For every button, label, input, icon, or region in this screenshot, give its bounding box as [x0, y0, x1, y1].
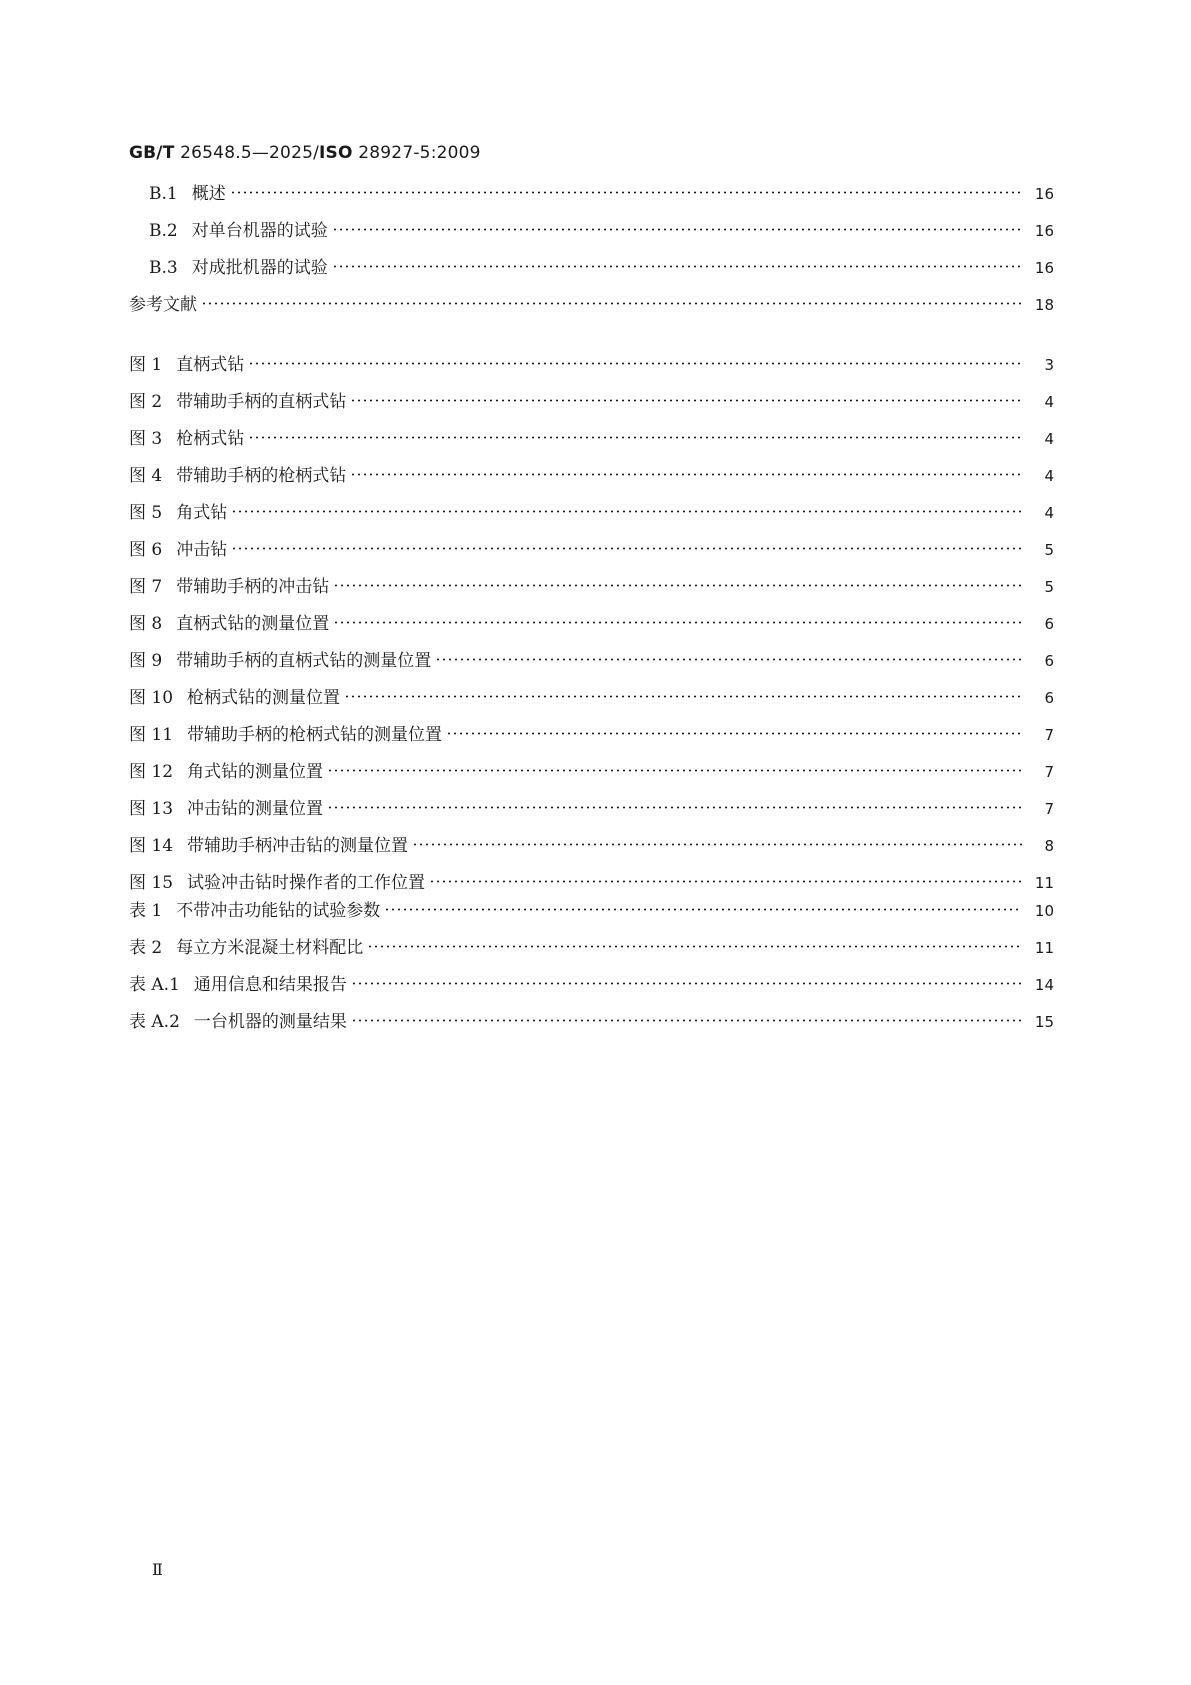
toc-entry-label	[129, 347, 248, 384]
toc-dot-leader	[446, 732, 1022, 735]
toc-entry-title: 每立方米混凝土材料配比	[176, 938, 364, 958]
toc-entry[interactable]	[129, 754, 1054, 791]
toc-dot-leader	[344, 695, 1022, 698]
toc-dot-leader	[351, 982, 1022, 985]
toc-entry[interactable]	[129, 532, 1054, 569]
toc-entry-page: 6	[1044, 652, 1054, 670]
toc-dot-leader	[384, 908, 1022, 911]
toc-dot-leader	[248, 436, 1022, 439]
toc-entry[interactable]	[129, 828, 1054, 865]
toc-entry-title: 概述	[191, 184, 226, 204]
toc-entry-number: 图 13	[129, 799, 174, 819]
toc-figures-section	[129, 347, 1054, 902]
toc-entry-number: 表 A.1	[129, 975, 180, 995]
toc-entry-page: 16	[1034, 222, 1054, 240]
toc-entry[interactable]	[129, 893, 1054, 930]
toc-entry-title: 带辅助手柄的枪柄式钻的测量位置	[187, 725, 443, 745]
toc-entry[interactable]	[129, 176, 1054, 213]
toc-entry-page: 5	[1044, 541, 1054, 559]
toc-entry-number: 图 11	[129, 725, 174, 745]
toc-entry-number: 图 14	[129, 836, 174, 856]
toc-entry-page: 4	[1044, 467, 1054, 485]
toc-entry-label	[149, 213, 332, 250]
toc-entry[interactable]	[129, 458, 1054, 495]
toc-entry-title: 带辅助手柄冲击钻的测量位置	[187, 836, 409, 856]
toc-entry-label	[129, 606, 333, 643]
toc-dot-leader	[350, 473, 1022, 476]
header-iso-number: 28927-5:2009	[352, 143, 481, 163]
toc-dot-leader	[350, 399, 1022, 402]
toc-entry-label	[129, 717, 446, 754]
toc-entry-number: 图 5	[129, 503, 163, 523]
toc-dot-leader	[327, 769, 1022, 772]
toc-entry-label	[149, 250, 332, 287]
toc-entry-title: 参考文献	[129, 295, 197, 315]
toc-entry-label	[149, 176, 230, 213]
toc-dot-leader	[333, 621, 1022, 624]
toc-entry-page: 6	[1044, 615, 1054, 633]
toc-dot-leader	[231, 510, 1022, 513]
toc-entry-label	[129, 569, 333, 606]
toc-entry-number: 图 9	[129, 651, 163, 671]
toc-dot-leader	[332, 265, 1022, 268]
toc-entry[interactable]	[129, 213, 1054, 250]
toc-dot-leader	[230, 191, 1022, 194]
toc-dot-leader	[332, 228, 1022, 231]
toc-entry-number: 图 7	[129, 577, 163, 597]
toc-entry-number: B.1	[149, 184, 178, 204]
toc-entry-label	[129, 495, 231, 532]
toc-entry[interactable]	[129, 384, 1054, 421]
toc-entry-number: 表 2	[129, 938, 163, 958]
toc-entry[interactable]	[129, 287, 1054, 324]
toc-entry[interactable]	[129, 1004, 1054, 1041]
toc-entry[interactable]	[129, 569, 1054, 606]
toc-entry-title: 枪柄式钻	[176, 429, 245, 449]
toc-entry[interactable]	[129, 606, 1054, 643]
toc-entry-title: 不带冲击功能钻的试验参数	[176, 901, 381, 921]
toc-entry-title: 冲击钻	[176, 540, 228, 560]
toc-entry[interactable]	[129, 495, 1054, 532]
toc-entry[interactable]	[129, 250, 1054, 287]
toc-entry[interactable]	[129, 930, 1054, 967]
toc-entry-label	[129, 287, 201, 324]
toc-entry-number: B.3	[149, 258, 178, 278]
toc-entry-title: 角式钻的测量位置	[187, 762, 324, 782]
toc-entry[interactable]	[129, 347, 1054, 384]
toc-entry[interactable]	[129, 421, 1054, 458]
toc-entry-title: 冲击钻的测量位置	[187, 799, 324, 819]
toc-dot-leader	[248, 362, 1022, 365]
toc-entry-page: 7	[1044, 726, 1054, 744]
toc-entry-number: 图 10	[129, 688, 174, 708]
toc-entry-title: 带辅助手柄的冲击钻	[176, 577, 330, 597]
toc-entry-label	[129, 893, 384, 930]
toc-entry-label	[129, 680, 344, 717]
toc-entry-page: 3	[1044, 356, 1054, 374]
toc-entry-page: 11	[1034, 874, 1054, 892]
page-number-footer: Ⅱ	[152, 1560, 163, 1579]
standard-number-header	[129, 143, 481, 163]
toc-entry-label	[129, 458, 350, 495]
toc-entry-number: B.2	[149, 221, 178, 241]
toc-entry[interactable]	[129, 680, 1054, 717]
toc-entry-label	[129, 532, 231, 569]
toc-entry-title: 带辅助手柄的直柄式钻的测量位置	[176, 651, 432, 671]
toc-entry-title: 一台机器的测量结果	[193, 1012, 347, 1032]
toc-entry-page: 7	[1044, 763, 1054, 781]
toc-entry-number: 图 4	[129, 466, 163, 486]
toc-entry-title: 试验冲击钻时操作者的工作位置	[187, 873, 426, 893]
toc-entry-title: 带辅助手柄的直柄式钻	[176, 392, 347, 412]
toc-entry-page: 5	[1044, 578, 1054, 596]
toc-entry-page: 16	[1034, 259, 1054, 277]
toc-entry-label	[129, 967, 351, 1004]
toc-entry[interactable]	[129, 643, 1054, 680]
toc-entry-title: 对成批机器的试验	[191, 258, 328, 278]
toc-entry[interactable]	[129, 967, 1054, 1004]
toc-dot-leader	[351, 1019, 1022, 1022]
toc-entry-page: 4	[1044, 393, 1054, 411]
toc-entry[interactable]	[129, 717, 1054, 754]
toc-entry-label	[129, 421, 248, 458]
toc-entry-page: 8	[1044, 837, 1054, 855]
toc-entry-number: 图 2	[129, 392, 163, 412]
toc-entry-title: 角式钻	[176, 503, 228, 523]
toc-entry-page: 18	[1034, 296, 1054, 314]
toc-entry-page: 14	[1034, 976, 1054, 994]
toc-dot-leader	[367, 945, 1022, 948]
toc-entry-number: 图 15	[129, 873, 174, 893]
toc-entry-page: 7	[1044, 800, 1054, 818]
toc-entry-label	[129, 930, 367, 967]
toc-entry-number: 图 1	[129, 355, 163, 375]
toc-entry-title: 枪柄式钻的测量位置	[187, 688, 341, 708]
toc-entry-page: 4	[1044, 504, 1054, 522]
toc-dot-leader	[201, 302, 1022, 305]
header-gbt: GB/T	[129, 143, 175, 163]
header-gb-number: 26548.5—2025/	[174, 143, 320, 163]
toc-entry[interactable]	[129, 791, 1054, 828]
toc-entry-title: 带辅助手柄的枪柄式钻	[176, 466, 347, 486]
toc-dot-leader	[231, 547, 1022, 550]
toc-entry-page: 15	[1034, 1013, 1054, 1031]
toc-entry-label	[129, 791, 327, 828]
toc-entry-page: 6	[1044, 689, 1054, 707]
toc-entry-page: 10	[1034, 902, 1054, 920]
header-iso: ISO	[319, 143, 353, 163]
toc-entry-page: 4	[1044, 430, 1054, 448]
toc-entry-title: 通用信息和结果报告	[193, 975, 347, 995]
toc-dot-leader	[333, 584, 1022, 587]
toc-entry-label	[129, 1004, 351, 1041]
toc-dot-leader	[435, 658, 1022, 661]
toc-dot-leader	[327, 806, 1022, 809]
toc-entry-number: 表 A.2	[129, 1012, 180, 1032]
toc-tables-section	[129, 893, 1054, 1041]
toc-entry-number: 图 8	[129, 614, 163, 634]
toc-dot-leader	[412, 843, 1022, 846]
toc-entry-label	[129, 754, 327, 791]
toc-entry-title: 直柄式钻	[176, 355, 245, 375]
toc-entry-number: 图 12	[129, 762, 174, 782]
toc-entry-label	[129, 384, 350, 421]
toc-entry-number: 图 3	[129, 429, 163, 449]
toc-entry-label	[129, 828, 412, 865]
toc-annex-section	[129, 176, 1054, 324]
toc-entry-title: 直柄式钻的测量位置	[176, 614, 330, 634]
toc-entry-label	[129, 643, 435, 680]
toc-entry-page: 16	[1034, 185, 1054, 203]
toc-entry-number: 图 6	[129, 540, 163, 560]
toc-entry-page: 11	[1034, 939, 1054, 957]
toc-entry-number: 表 1	[129, 901, 163, 921]
toc-dot-leader	[429, 880, 1022, 883]
toc-entry-title: 对单台机器的试验	[191, 221, 328, 241]
